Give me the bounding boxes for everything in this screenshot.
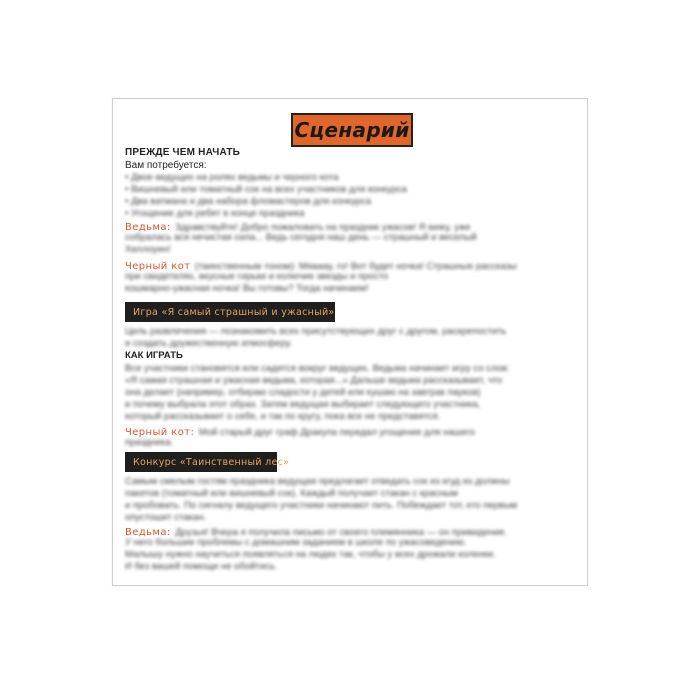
paragraph-line: опустошит стакан.	[125, 512, 207, 523]
dialogue-text: И без вашей помощи не обойтись.	[125, 561, 278, 572]
scenario-sheet	[112, 98, 588, 586]
dialogue-text: при свидетелях, вкусные гирьки и колючие звезды и просто	[125, 271, 389, 282]
paragraph-line: «Я самая страшная и ужасная ведьма, которая...» Дальше ведьма рассказывает, что	[125, 375, 503, 386]
need-label: Вам потребуется:	[125, 160, 207, 171]
paragraph-line: она делает (например, отбираю сладости у детей или кушаю на завтрак пауков)	[125, 387, 481, 398]
dialogue-text: собралась вся нечистая сила... Ведь сегодня наш день — страшный и веселый	[125, 232, 477, 243]
role-label-cat: Черный кот	[125, 261, 191, 272]
game-paragraph	[125, 326, 579, 350]
how-paragraph	[125, 363, 579, 423]
dialogue-text: кошмарно-ужасная ночка! Вы готовы? Тогда начинаем!	[125, 283, 369, 294]
paragraph-line: который рассказывает о себе, и так по кругу, пока все не представятся.	[125, 411, 441, 422]
contest-paragraph	[125, 476, 579, 524]
dialogue-text: праздника.	[125, 437, 174, 448]
paragraph-line: и пробовать. По сигналу ведущего участники начинают пить. Побеждает тот, кто первым	[125, 500, 518, 511]
title-badge	[291, 113, 413, 147]
cat-line-1-cont	[125, 271, 579, 295]
role-label-witch: Ведьма:	[125, 527, 171, 538]
paragraph-line: и почему выбрала этот образ. Затем ведущая выбирает следующего участника,	[125, 399, 481, 410]
witch-line-2-cont	[125, 537, 579, 573]
dialogue-text: Мой старый друг граф Дракула передал угощение для нашего	[198, 427, 476, 438]
paragraph-line: Цель развлечения — познакомить всех присутствующих друг с другом, раскрепостить	[125, 326, 507, 337]
need-item: • Вишневый или томатный сок на всех участников для конкурса	[125, 184, 407, 195]
how-to-play-heading: КАК ИГРАТЬ	[125, 350, 183, 361]
paragraph-line: Все участники становятся или садятся вокруг ведущих. Ведьма начинает игру со слов:	[125, 363, 510, 374]
dialogue-text: Здравствуйте! Добро пожаловать на праздник ужасов! Я вижу, уже	[175, 222, 471, 233]
dialogue-text: Друзья! Вчера я получила письмо от своего племянника — он привидение.	[175, 527, 508, 538]
cat-line-2-cont	[125, 437, 579, 449]
paragraph-line: пакетов (томатный или вишневый сок). Каждый получает стакан с красным	[125, 488, 458, 499]
dialogue-text: Малышу нужно научиться появляться на людях так, чтобы у всех дрожали коленки.	[125, 549, 496, 560]
contest-banner: Конкурс «Таинственный лес»	[125, 452, 277, 472]
role-label-witch: Ведьма:	[125, 222, 171, 233]
dialogue-text: У него большие проблемы с домашним заданием в школе по ужасоведению.	[125, 537, 467, 548]
need-item: • Двое ведущих на ролях ведьмы и черного кота	[125, 172, 339, 183]
need-list	[125, 172, 565, 220]
dialogue-text: Хеллоуин!	[125, 244, 171, 255]
need-item: • Два ватмана и два набора фломастеров для конкурса	[125, 196, 372, 207]
paragraph-line: Самым смелым гостям праздника ведущая предлагает отведать сок из кгуд из должны	[125, 476, 510, 487]
section-heading-before-start: ПРЕЖДЕ ЧЕМ НАЧАТЬ	[125, 147, 241, 158]
need-item: • Угощение для ребят в конце праздника	[125, 208, 305, 219]
dialogue-text: (таинственным тоном): Мяааау, го! Вот будет ночка! Страшные рассказы	[194, 261, 517, 272]
witch-line-1-cont	[125, 232, 579, 256]
page-title: Сценарий	[294, 118, 410, 142]
game-banner: Игра «Я самый страшный и ужасный»	[125, 302, 335, 322]
role-label-cat: Черный кот:	[125, 427, 195, 438]
paragraph-line: и создать дружественную атмосферу.	[125, 338, 292, 349]
